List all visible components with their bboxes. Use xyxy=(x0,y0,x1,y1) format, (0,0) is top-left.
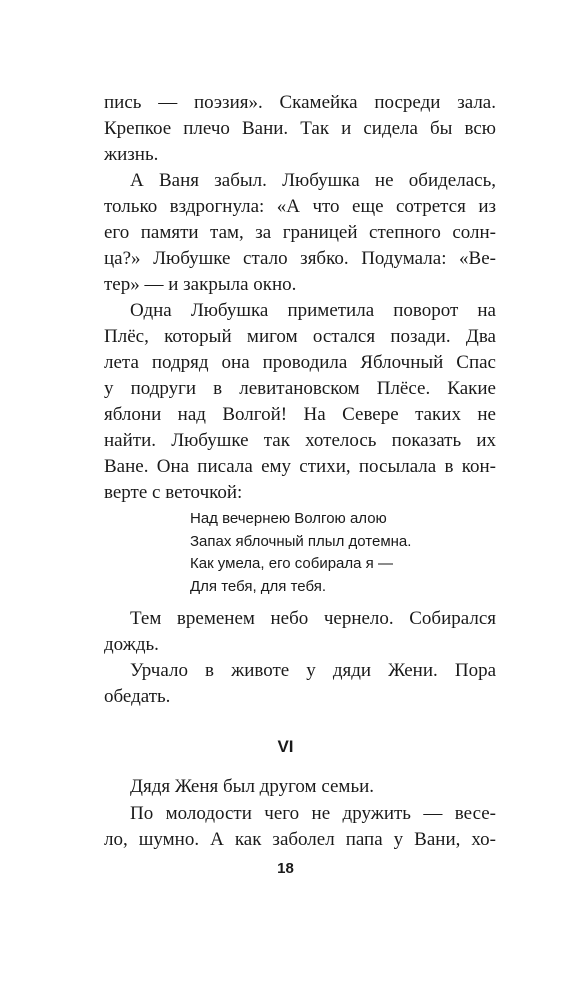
poem-line: Для тебя, для тебя. xyxy=(190,577,327,595)
text-line: его памяти там, за границей степного солн- xyxy=(104,222,496,243)
paragraph-6 xyxy=(104,774,496,800)
text-line: лета подряд она проводила Яблочный Спас xyxy=(104,352,496,373)
text-line: только вздрогнула: «А что еще сотрется из xyxy=(104,196,496,217)
text-line: Одна Любушка приметила поворот на xyxy=(130,300,496,321)
text-line: А Ваня забыл. Любушка не обиделась, xyxy=(130,170,496,191)
text-line: дождь. xyxy=(104,634,159,655)
text-line: Плёс, который мигом остался позади. Два xyxy=(104,326,496,347)
text-line: Дядя Женя был другом семьи. xyxy=(130,776,375,797)
text-line: Крепкое плечо Вани. Так и сидела бы всю xyxy=(104,118,496,139)
text-line: ца?» Любушке стало зябко. Подумала: «Ве- xyxy=(104,248,496,269)
paragraph-7 xyxy=(104,801,496,853)
chapter-heading: VI xyxy=(277,737,294,756)
text-line: жизнь. xyxy=(104,144,159,165)
text-line: пись — поэзия». Скамейка посреди зала. xyxy=(104,92,496,113)
text-line: Урчало в животе у дяди Жени. Пора xyxy=(130,660,496,681)
paragraph-3 xyxy=(104,298,496,506)
poem-line: Запах яблочный плыл дотемна. xyxy=(190,532,412,550)
poem-line: Над вечернею Волгою алою xyxy=(190,510,387,527)
text-line: обедать. xyxy=(104,686,171,707)
text-line: Ване. Она писала ему стихи, посылала в кон- xyxy=(104,456,496,477)
page-number: 18 xyxy=(277,860,294,877)
text-line: у подруги в левитановском Плёсе. Какие xyxy=(104,378,496,399)
text-line: найти. Любушке так хотелось показать их xyxy=(104,430,496,451)
paragraph-5 xyxy=(104,658,496,710)
text-line: тер» — и закрыла окно. xyxy=(104,274,297,295)
text-line: яблони над Волгой! На Севере таких не xyxy=(104,404,496,425)
poem-block xyxy=(190,508,411,598)
text-line: Тем временем небо чернело. Собирался xyxy=(130,608,496,629)
paragraph-1 xyxy=(104,90,496,168)
text-line: верте с веточкой: xyxy=(104,482,243,503)
text-line: ло, шумно. А как заболел папа у Вани, хо- xyxy=(104,829,496,850)
poem-line: Как умела, его собирала я — xyxy=(190,555,393,572)
text-line: По молодости чего не дружить — весе- xyxy=(130,803,496,824)
paragraph-2 xyxy=(104,168,496,298)
paragraph-4 xyxy=(104,606,496,658)
